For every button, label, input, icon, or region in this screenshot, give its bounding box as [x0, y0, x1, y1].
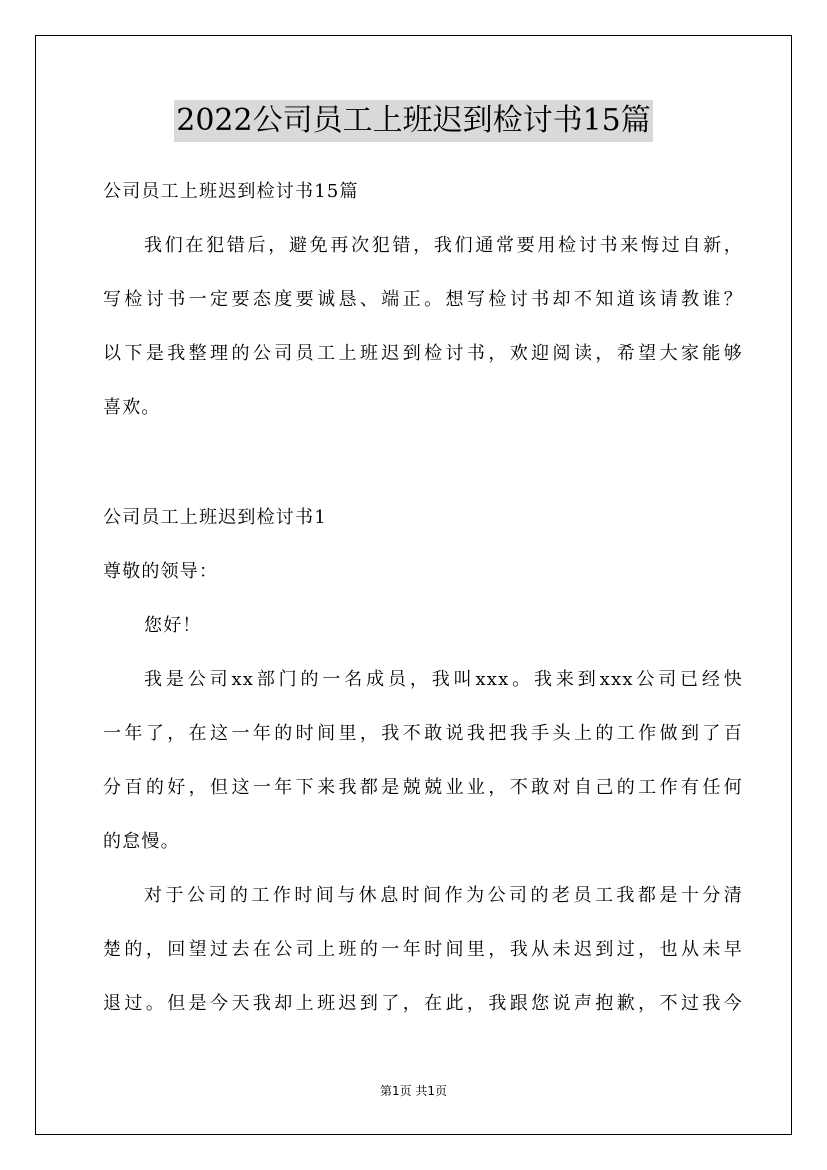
intro-line-2: 写检讨书一定要态度要诚恳、端正。想写检讨书却不知道该请教谁？: [103, 289, 743, 310]
page-footer: 第1页 共1页: [379, 1084, 448, 1098]
para1-line-3: 分百的好，但这一年下来我都是兢兢业业，不敢对自己的工作有任何: [103, 777, 743, 798]
salutation: 尊敬的领导：: [103, 561, 219, 582]
intro-line-4: 喜欢。: [103, 397, 161, 418]
greeting: 您好！: [144, 615, 202, 636]
intro-line-3: 以下是我整理的公司员工上班迟到检讨书，欢迎阅读，希望大家能够: [103, 343, 743, 364]
para2-line-3: 退过。但是今天我却上班迟到了，在此，我跟您说声抱歉，不过我今: [103, 993, 743, 1014]
document-body: [103, 173, 743, 1023]
para1-line-2: 一年了，在这一年的时间里，我不敢说我把我手头上的工作做到了百: [103, 723, 743, 744]
para1-line-4: 的怠慢。: [103, 831, 180, 852]
section-title: 公司员工上班迟到检讨书1: [103, 507, 327, 528]
para2-line-2: 楚的，回望过去在公司上班的一年时间里，我从未迟到过，也从未早: [103, 939, 743, 960]
intro-line-1: 我们在犯错后，避免再次犯错，我们通常要用检讨书来悔过自新，: [144, 235, 743, 256]
para1-line-1: 我是公司xx部门的一名成员，我叫xxx。我来到xxx公司已经快: [144, 669, 743, 690]
para2-line-1: 对于公司的工作时间与休息时间作为公司的老员工我都是十分清: [144, 885, 743, 906]
document-title: 2022公司员工上班迟到检讨书15篇: [174, 100, 653, 142]
title-wrap: [0, 100, 827, 142]
document-subtitle: 公司员工上班迟到检讨书15篇: [103, 181, 359, 202]
